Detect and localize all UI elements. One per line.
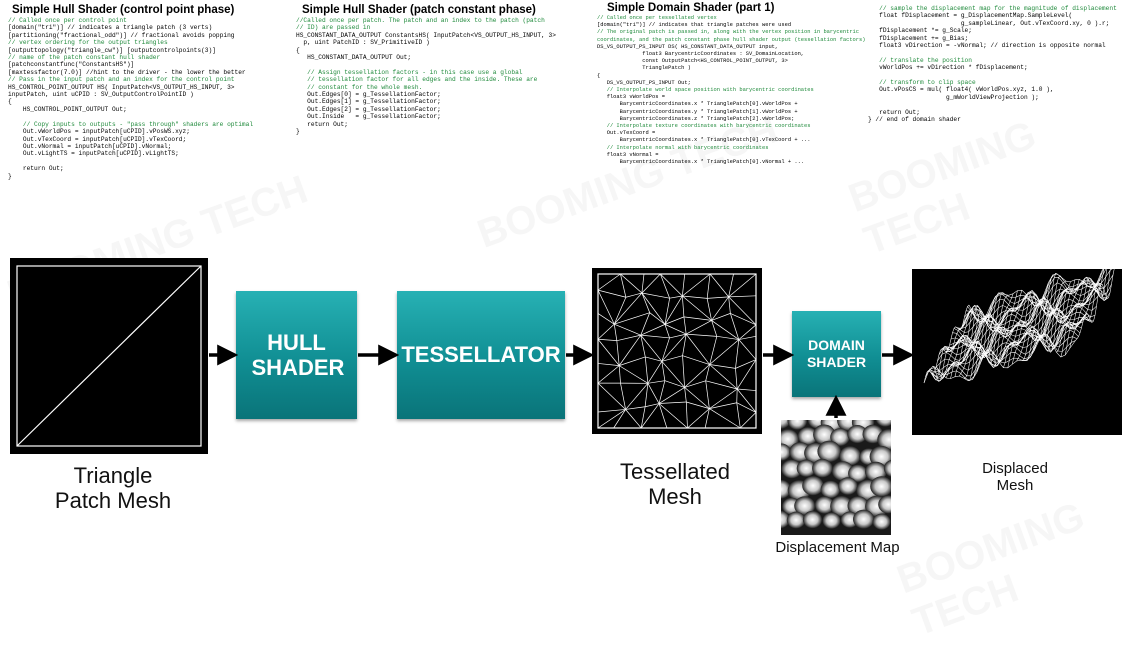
- code-line: BarycentricCoordinates.x * TrianglePatch[0].vWorldPos +: [597, 101, 798, 107]
- code-line: // vertex ordering for the output triangles: [8, 39, 168, 46]
- code-line: return Out;: [8, 165, 64, 172]
- panel-title: Simple Hull Shader (patch constant phase): [302, 4, 586, 16]
- code-line: BarycentricCoordinates.x * TrianglePatch[0].vNormal + ...: [597, 159, 804, 165]
- code-line: float fDisplacement = g_DisplacementMap.SampleLevel(: [868, 12, 1072, 19]
- code-line: // Called once per tessellated vertex: [597, 15, 717, 21]
- code-line: {: [8, 98, 12, 105]
- code-line: HS_CONTROL_POINT_OUTPUT Out;: [8, 106, 127, 113]
- code-line: BarycentricCoordinates.z * TrianglePatch[2].vWorldPos;: [597, 116, 794, 122]
- caption-triangle-patch-mesh: [28, 463, 198, 514]
- code-line: // Pass in the input patch and an index for the control point: [8, 76, 235, 83]
- code-line: inputPatch, uint uCPID : SV_OutputControlPointID ): [8, 91, 194, 98]
- code-line: [domain("tri")] // indicates a triangle patch (3 verts): [8, 24, 212, 31]
- code-line: Out.vLightTS = inputPatch[uCPID].vLightTS;: [8, 150, 179, 157]
- code-line: float3 BarycentricCoordinates : SV_DomainLocation,: [597, 51, 804, 57]
- panel-title: Simple Hull Shader (control point phase): [12, 4, 283, 16]
- code-line: Out.Edges[2] = g_TessellationFactor;: [296, 106, 441, 113]
- code-line: [domain("tri")] // indicates that triangle patches were used: [597, 22, 791, 28]
- panel-title: Simple Domain Shader (part 1): [607, 2, 867, 14]
- code-line: }: [296, 128, 300, 135]
- code-line: Out.vPosCS = mul( float4( vWorldPos.xyz, 1.0 ),: [868, 86, 1054, 93]
- code-line: BarycentricCoordinates.y * TrianglePatch[1].vWorldPos +: [597, 109, 798, 115]
- code-line: g_mWorldViewProjection );: [868, 94, 1039, 101]
- code-line: float3 vNormal =: [597, 152, 658, 158]
- code-line: {: [597, 73, 600, 79]
- code-line: }: [8, 173, 12, 180]
- code-line: Out.vNormal = inputPatch[uCPID].vNormal;: [8, 143, 171, 150]
- code-line: // Copy inputs to outputs - "pass through" shaders are optimal: [8, 121, 253, 128]
- code-line: DS_VS_OUTPUT_PS_INPUT Out;: [597, 80, 691, 86]
- code-line: // tessellation factor for all edges and the inside. These are: [296, 76, 537, 83]
- code-line: // Interpolate normal with barycentric coordinates: [597, 145, 768, 151]
- code-line: Out.Inside = g_TessellationFactor;: [296, 113, 441, 120]
- code-line: p, uint PatchID : SV_PrimitiveID ): [296, 39, 430, 46]
- caption-displacement-map: [750, 539, 925, 556]
- code-line: [patchconstantfunc("ConstantsHS")]: [8, 61, 134, 68]
- caption-tessellated-mesh: [590, 459, 760, 510]
- code-line: vWorldPos += vDirection * fDisplacement;: [868, 64, 1028, 71]
- domain-shader-label: DOMAIN SHADER: [802, 337, 872, 371]
- caption-text: Tessellated Mesh: [610, 459, 740, 510]
- code-line: // sample the displacement map for the magnitude of displacement: [868, 5, 1117, 12]
- code-line: DS_VS_OUTPUT_PS_INPUT DS( HS_CONSTANT_DATA_OUTPUT input,: [597, 44, 778, 50]
- code-line: const OutputPatch<HS_CONTROL_POINT_OUTPUT, 3>: [597, 58, 788, 64]
- caption-text: Displaced Mesh: [975, 460, 1055, 495]
- code-line: // constant for the whole mesh.: [296, 84, 422, 91]
- code-line: // The original patch is passed in, along with the vertex position in barycentric: [597, 29, 859, 35]
- code-line: // transform to clip space: [868, 79, 976, 86]
- code-line: return Out;: [296, 121, 348, 128]
- code-line: Out.Edges[1] = g_TessellationFactor;: [296, 98, 441, 105]
- code-line: [partitioning("fractional_odd")] // fractional avoids popping: [8, 32, 235, 39]
- code-line: Out.vTexCoord =: [597, 130, 655, 136]
- code-line: coordinates, and the patch constant phase hull shader output (tessellation factors): [597, 37, 866, 43]
- code-line: float3 vDirection = -vNormal; // direction is opposite normal: [868, 42, 1106, 49]
- code-line: // Called once per control point: [8, 17, 127, 24]
- code-line: // translate the position: [868, 57, 972, 64]
- caption-text: Displacement Map: [775, 539, 899, 556]
- code-line: Out.Edges[0] = g_TessellationFactor;: [296, 91, 441, 98]
- hull-shader-label: HULL SHADER: [252, 330, 342, 380]
- code-line: HS_CONTROL_POINT_OUTPUT HS( InputPatch<VS_OUTPUT_HS_INPUT, 3>: [8, 84, 235, 91]
- code-line: // ID) are passed in: [296, 24, 370, 31]
- code-line: return Out;: [868, 109, 920, 116]
- code-line: g_sampleLinear, Out.vTexCoord.xy, 0 ).r;: [868, 20, 1109, 27]
- code-line: BarycentricCoordinates.x * TrianglePatch[0].vTexCoord + ...: [597, 137, 811, 143]
- caption-displaced-mesh: [950, 460, 1080, 495]
- caption-text: Triangle Patch Mesh: [48, 463, 178, 514]
- code-line: [maxtessfactor(7.0)] //hint to the driver - the lower the better: [8, 69, 246, 76]
- code-line: // Assign tessellation factors - in this case use a global: [296, 69, 523, 76]
- code-line: float3 vWorldPos =: [597, 94, 665, 100]
- code-line: // Interpolate world space position with barycentric coordinates: [597, 87, 814, 93]
- code-line: //Called once per patch. The patch and an index to the patch (patch: [296, 17, 545, 24]
- code-line: Out.vTexCoord = inputPatch[uCPID].vTexCoord;: [8, 136, 186, 143]
- code-line: // Interpolate texture coordinates with barycentric coordinates: [597, 123, 811, 129]
- code-line: } // end of domain shader: [868, 116, 961, 123]
- code-line: HS_CONSTANT_DATA_OUTPUT ConstantsHS( InputPatch<VS_OUTPUT_HS_INPUT, 3>: [296, 32, 556, 39]
- code-line: HS_CONSTANT_DATA_OUTPUT Out;: [296, 54, 411, 61]
- code-line: // name of the patch constant hull shader: [8, 54, 160, 61]
- code-line: {: [296, 47, 300, 54]
- tessellator-label: TESSELLATOR: [401, 342, 560, 368]
- code-line: fDisplacement *= g_Scale;: [868, 27, 972, 34]
- code-line: TrianglePatch ): [597, 65, 691, 71]
- code-line: fDisplacement += g_Bias;: [868, 35, 968, 42]
- code-line: Out.vWorldPos = inputPatch[uCPID].vPosWS.xyz;: [8, 128, 190, 135]
- code-line: [outputtopology("triangle_cw")] [outputcontrolpoints(3)]: [8, 47, 216, 54]
